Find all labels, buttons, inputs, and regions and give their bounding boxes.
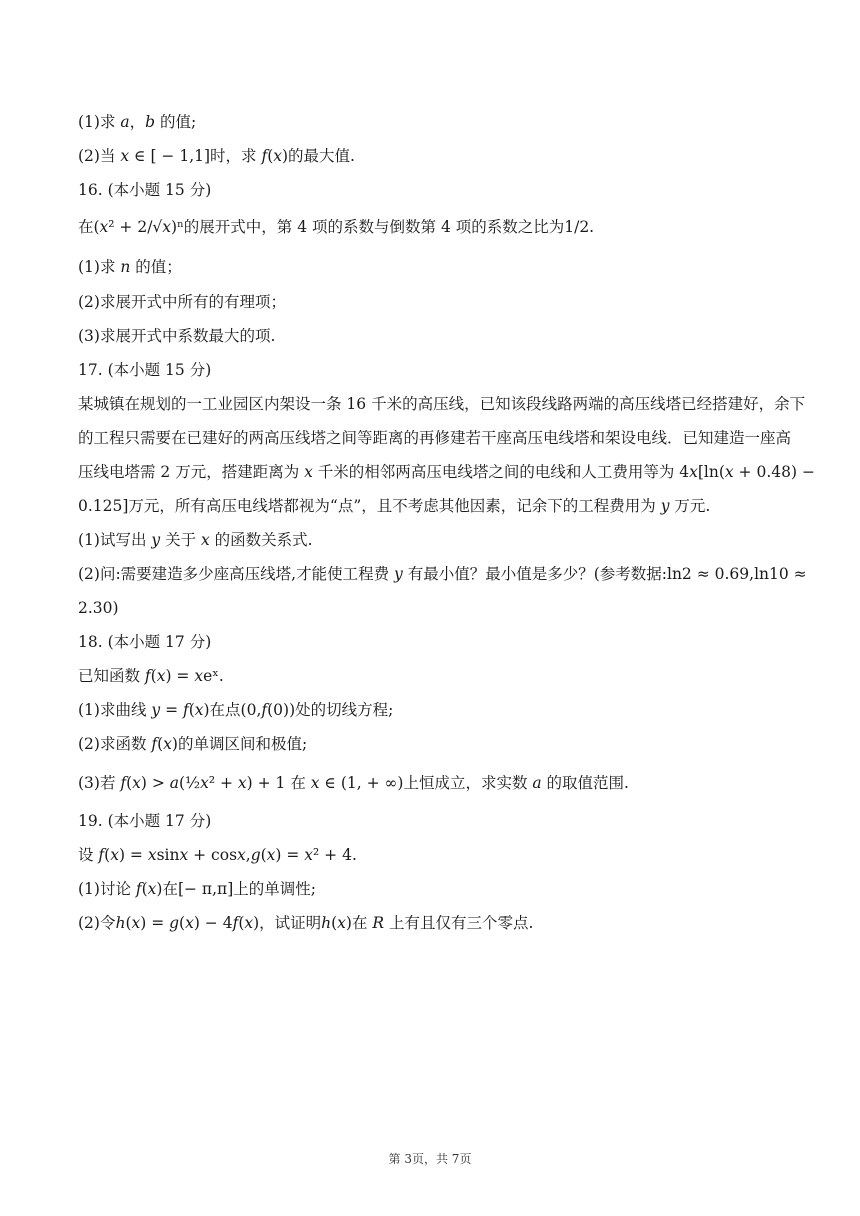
q17-stem-line2: 的工程只需要在已建好的两高压线塔之间等距离的再修建若干座高压电线塔和架设电线．已知建造一座高 <box>78 429 792 447</box>
q15-part1: (1)求 𝑎，𝑏 的值; <box>78 113 197 131</box>
q16-heading: 16. (本小题 15 分) <box>78 181 212 199</box>
q15-part2: (2)当 𝑥 ∈ [ − 1,1]时，求 𝑓(𝑥)的最大值. <box>78 147 355 165</box>
q17-part1: (1)试写出 𝑦 关于 𝑥 的函数关系式. <box>78 531 313 549</box>
q18-part2: (2)求函数 𝑓(𝑥)的单调区间和极值; <box>78 735 308 753</box>
page-number-footer: 第 3页，共 7页 <box>388 1152 472 1166</box>
q18-heading: 18. (本小题 17 分) <box>78 633 212 651</box>
q19-part1: (1)讨论 𝑓(𝑥)在[− π,π]上的单调性; <box>78 880 316 898</box>
q17-stem-line3: 压线电塔需 2 万元，搭建距离为 𝑥 千米的相邻两高压电线塔之间的电线和人工费用等为 4𝑥[ln(𝑥 + 0.48) − <box>78 463 815 481</box>
q19-part2: (2)令ℎ(𝑥) = 𝑔(𝑥) − 4𝑓(𝑥)，试证明ℎ(𝑥)在 𝑅 上有且仅有三个零点. <box>78 914 534 932</box>
q19-heading: 19. (本小题 17 分) <box>78 812 212 830</box>
q18-part1: (1)求曲线 𝑦 = 𝑓(𝑥)在点(0,𝑓(0))处的切线方程; <box>78 701 394 719</box>
q17-stem-line1: 某城镇在规划的一工业园区内架设一条 16 千米的高压线，已知该段线路两端的高压线塔已经搭建好，余下 <box>78 395 806 413</box>
q18-part3: (3)若 𝑓(𝑥) > 𝑎(½𝑥² + 𝑥) + 1 在 𝑥 ∈ (1, + ∞)上恒成立，求实数 𝑎 的取值范围. <box>78 774 629 792</box>
q18-stem: 已知函数 𝑓(𝑥) = 𝑥eˣ. <box>78 667 224 685</box>
q17-part2-line1: (2)问:需要建造多少座高压线塔,才能使工程费 𝑦 有最小值？最小值是多少？(参考数据:ln2 ≈ 0.69,ln10 ≈ <box>78 565 807 583</box>
q19-stem: 设 𝑓(𝑥) = 𝑥sin𝑥 + cos𝑥,𝑔(𝑥) = 𝑥² + 4. <box>78 846 357 864</box>
q17-stem-line4: 0.125]万元，所有高压电线塔都视为“点”，且不考虑其他因素，记余下的工程费用为 𝑦 万元. <box>78 497 711 515</box>
q17-heading: 17. (本小题 15 分) <box>78 361 212 379</box>
q16-part3: (3)求展开式中系数最大的项. <box>78 327 276 345</box>
q16-part2: (2)求展开式中所有的有理项； <box>78 293 286 311</box>
q16-part1: (1)求 𝑛 的值； <box>78 258 182 276</box>
q17-part2-line2: 2.30) <box>78 599 119 617</box>
q16-stem: 在(𝑥² + 2/√𝑥)ⁿ的展开式中，第 4 项的系数与倒数第 4 项的系数之比为1/2. <box>78 218 595 236</box>
